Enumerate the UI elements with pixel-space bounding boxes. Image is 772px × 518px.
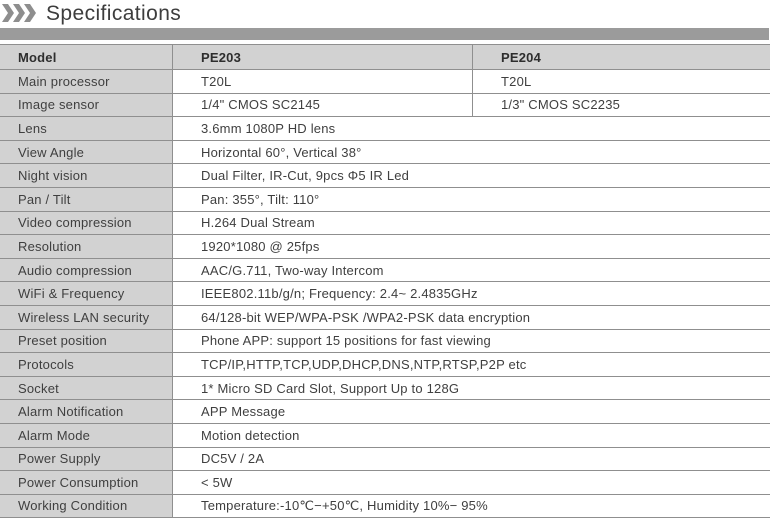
spec-value-cell: Motion detection — [201, 427, 300, 443]
column-header-pe204: PE204 — [501, 49, 542, 65]
spec-row-preset-position — [0, 329, 770, 353]
spec-value-cell: 3.6mm 1080P HD lens — [201, 120, 336, 136]
spec-row-image-sensor — [0, 93, 770, 117]
spec-value-cell: Dual Filter, IR-Cut, 9pcs Φ5 IR Led — [201, 168, 410, 184]
spec-label-cell: Alarm Notification — [0, 400, 173, 423]
spec-label-cell: Image sensor — [0, 94, 173, 117]
spec-label-cell: Protocols — [0, 353, 173, 376]
spec-value-cell: < 5W — [201, 474, 233, 490]
spec-label-cell: Socket — [0, 377, 173, 400]
column-header-model: Model — [0, 45, 173, 69]
spec-row-wireless-lan-security — [0, 305, 770, 329]
spec-row-lens — [0, 116, 770, 140]
spec-row-pan-tilt — [0, 187, 770, 211]
spec-label-cell: Power Consumption — [0, 471, 173, 494]
spec-label-cell: Night vision — [0, 164, 173, 187]
spec-label-cell: Video compression — [0, 212, 173, 235]
spec-row-power-supply — [0, 447, 770, 471]
spec-value-cell: AAC/G.711, Two-way Intercom — [201, 262, 384, 278]
spec-row-wifi-frequency — [0, 281, 770, 305]
spec-value-cell: 64/128-bit WEP/WPA-PSK /WPA2-PSK data encryption — [201, 309, 531, 325]
spec-value-pe204-cell: T20L — [501, 73, 532, 89]
spec-row-night-vision — [0, 163, 770, 187]
spec-value-cell: DC5V / 2A — [201, 451, 265, 467]
spec-row-audio-compression — [0, 258, 770, 282]
spec-label-cell: Preset position — [0, 330, 173, 353]
spec-value-cell: Temperature:-10℃−+50℃, Humidity 10%− 95% — [201, 497, 488, 513]
spec-row-alarm-notification — [0, 399, 770, 423]
spec-value-cell: TCP/IP,HTTP,TCP,UDP,DHCP,DNS,NTP,RTSP,P2P etc — [201, 356, 527, 372]
column-header-pe203: PE203 — [173, 45, 473, 69]
page-header — [0, 0, 772, 28]
spec-label-cell: Wireless LAN security — [0, 306, 173, 329]
page-title: Specifications — [46, 2, 182, 25]
spec-row-video-compression — [0, 211, 770, 235]
spec-table-header-row — [0, 44, 770, 69]
spec-value-pe203-cell: 1/4" CMOS SC2145 — [173, 94, 473, 117]
spec-label-cell: WiFi & Frequency — [0, 282, 173, 305]
spec-value-cell: APP Message — [201, 404, 286, 420]
spec-value-pe203-cell: T20L — [173, 70, 473, 93]
spec-label-cell: Resolution — [0, 235, 173, 258]
spec-label-cell: Alarm Mode — [0, 424, 173, 447]
spec-label-cell: Power Supply — [0, 448, 173, 471]
spec-value-cell: Phone APP: support 15 positions for fast viewing — [201, 333, 491, 349]
spec-label-cell: Main processor — [0, 70, 173, 93]
spec-row-resolution — [0, 234, 770, 258]
spec-value-cell: H.264 Dual Stream — [201, 215, 315, 231]
spec-row-protocols — [0, 352, 770, 376]
spec-value-cell: IEEE802.11b/g/n; Frequency: 2.4~ 2.4835GHz — [201, 286, 478, 302]
spec-label-cell: Pan / Tilt — [0, 188, 173, 211]
spec-table — [0, 44, 770, 518]
spec-label-cell: View Angle — [0, 141, 173, 164]
spec-row-main-processor — [0, 69, 770, 93]
spec-row-alarm-mode — [0, 423, 770, 447]
spec-value-cell: 1* Micro SD Card Slot, Support Up to 128G — [201, 380, 460, 396]
triple-chevron-icon — [2, 4, 38, 27]
spec-label-cell: Working Condition — [0, 495, 173, 518]
spec-row-working-condition — [0, 494, 770, 518]
spec-label-cell: Audio compression — [0, 259, 173, 282]
spec-value-cell: Horizontal 60°, Vertical 38° — [201, 144, 362, 160]
spec-value-cell: 1920*1080 @ 25fps — [201, 238, 320, 254]
spec-value-cell: Pan: 355°, Tilt: 110° — [201, 191, 320, 207]
spec-label-cell: Lens — [0, 117, 173, 140]
spec-row-socket — [0, 376, 770, 400]
spec-row-power-consumption — [0, 470, 770, 494]
spec-value-pe204-cell: 1/3" CMOS SC2235 — [501, 97, 621, 113]
divider-bar — [0, 28, 769, 40]
spec-row-view-angle — [0, 140, 770, 164]
